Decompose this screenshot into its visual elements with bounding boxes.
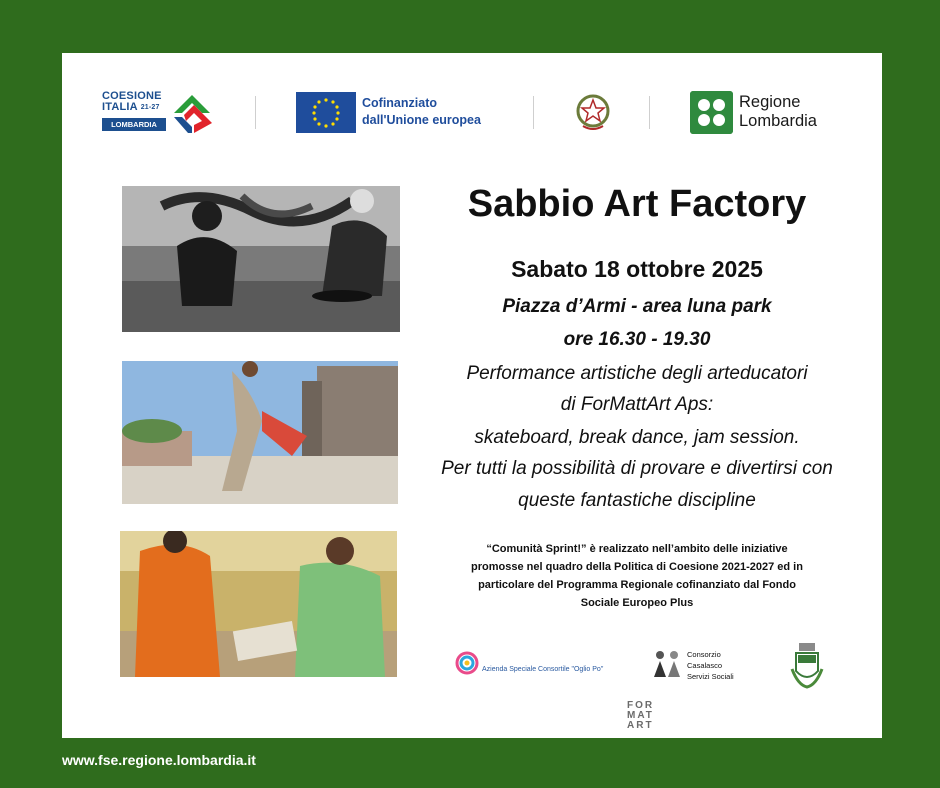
consorzio-casalasco-logo <box>650 647 760 685</box>
coesione-italia-logo <box>102 91 217 135</box>
consorzio-line: Consorzio <box>687 650 721 659</box>
funding-note-line: “Comunità Sprint!” è realizzato nell’ambito delle iniziative <box>486 543 788 555</box>
event-description-line: Per tutti la possibilità di provare e divertirsi con <box>441 458 833 479</box>
consorzio-line: Casalasco <box>687 661 723 670</box>
breakdance-photo <box>122 361 398 504</box>
funding-note-line: Sociale Europeo Plus <box>580 597 694 609</box>
formatt-line: MAT <box>627 710 654 721</box>
oglio-po-swirl-icon <box>455 650 479 676</box>
event-title: Sabbio Art Factory <box>467 183 807 225</box>
event-date: Sabato 18 ottobre 2025 <box>511 256 763 282</box>
eu-line2: dall'Unione europea <box>362 113 481 127</box>
event-place: Piazza d’Armi - area luna park <box>502 296 772 317</box>
event-description-line: skateboard, break dance, jam session. <box>474 427 800 448</box>
municipal-crest-icon <box>788 641 826 691</box>
eu-flag-icon <box>296 92 356 133</box>
azienda-oglio-po-logo <box>455 650 615 680</box>
regione-line2: Lombardia <box>739 112 817 130</box>
coesione-line1: COESIONE <box>102 90 162 102</box>
coesione-arrows-icon <box>172 93 214 133</box>
formatt-line: ART <box>627 720 654 731</box>
jam-session-photo <box>120 531 397 677</box>
regione-line1: Regione <box>739 93 801 111</box>
formatt-line: FOR <box>627 700 655 711</box>
italian-republic-emblem-icon <box>575 92 611 132</box>
azienda-oglio-po-text: Azienda Speciale Consortile "Oglio Po" <box>482 666 604 673</box>
coesione-years: 21-27 <box>140 104 160 111</box>
event-time: ore 16.30 - 19.30 <box>563 329 711 350</box>
header-divider <box>533 96 534 129</box>
regione-lombardia-text <box>739 93 817 131</box>
header-divider <box>255 96 256 129</box>
footer-url[interactable]: www.fse.regione.lombardia.it <box>62 752 256 768</box>
poster-card <box>62 53 882 738</box>
formattart-logo <box>627 701 667 733</box>
eu-cofinanziato-text <box>362 95 481 129</box>
coesione-line2: ITALIA <box>102 101 138 113</box>
consorzio-people-icon <box>650 647 684 681</box>
consorzio-line: Servizi Sociali <box>687 672 734 681</box>
coesione-region: LOMBARDIA <box>102 118 166 131</box>
event-description-line: di ForMattArt Aps: <box>560 394 714 415</box>
eu-line1: Cofinanziato <box>362 96 437 110</box>
event-description-line: Performance artistiche degli arteducatori <box>466 363 808 384</box>
skaters-photo <box>122 186 400 332</box>
regione-lombardia-logo-icon <box>690 91 733 134</box>
event-description-line: queste fantastiche discipline <box>518 490 756 511</box>
funding-note-line: particolare del Programma Regionale cofinanziato dal Fondo <box>478 579 796 591</box>
header-divider <box>649 96 650 129</box>
funding-note-line: promosse nel quadro della Politica di Coesione 2021-2027 ed in <box>471 561 803 573</box>
